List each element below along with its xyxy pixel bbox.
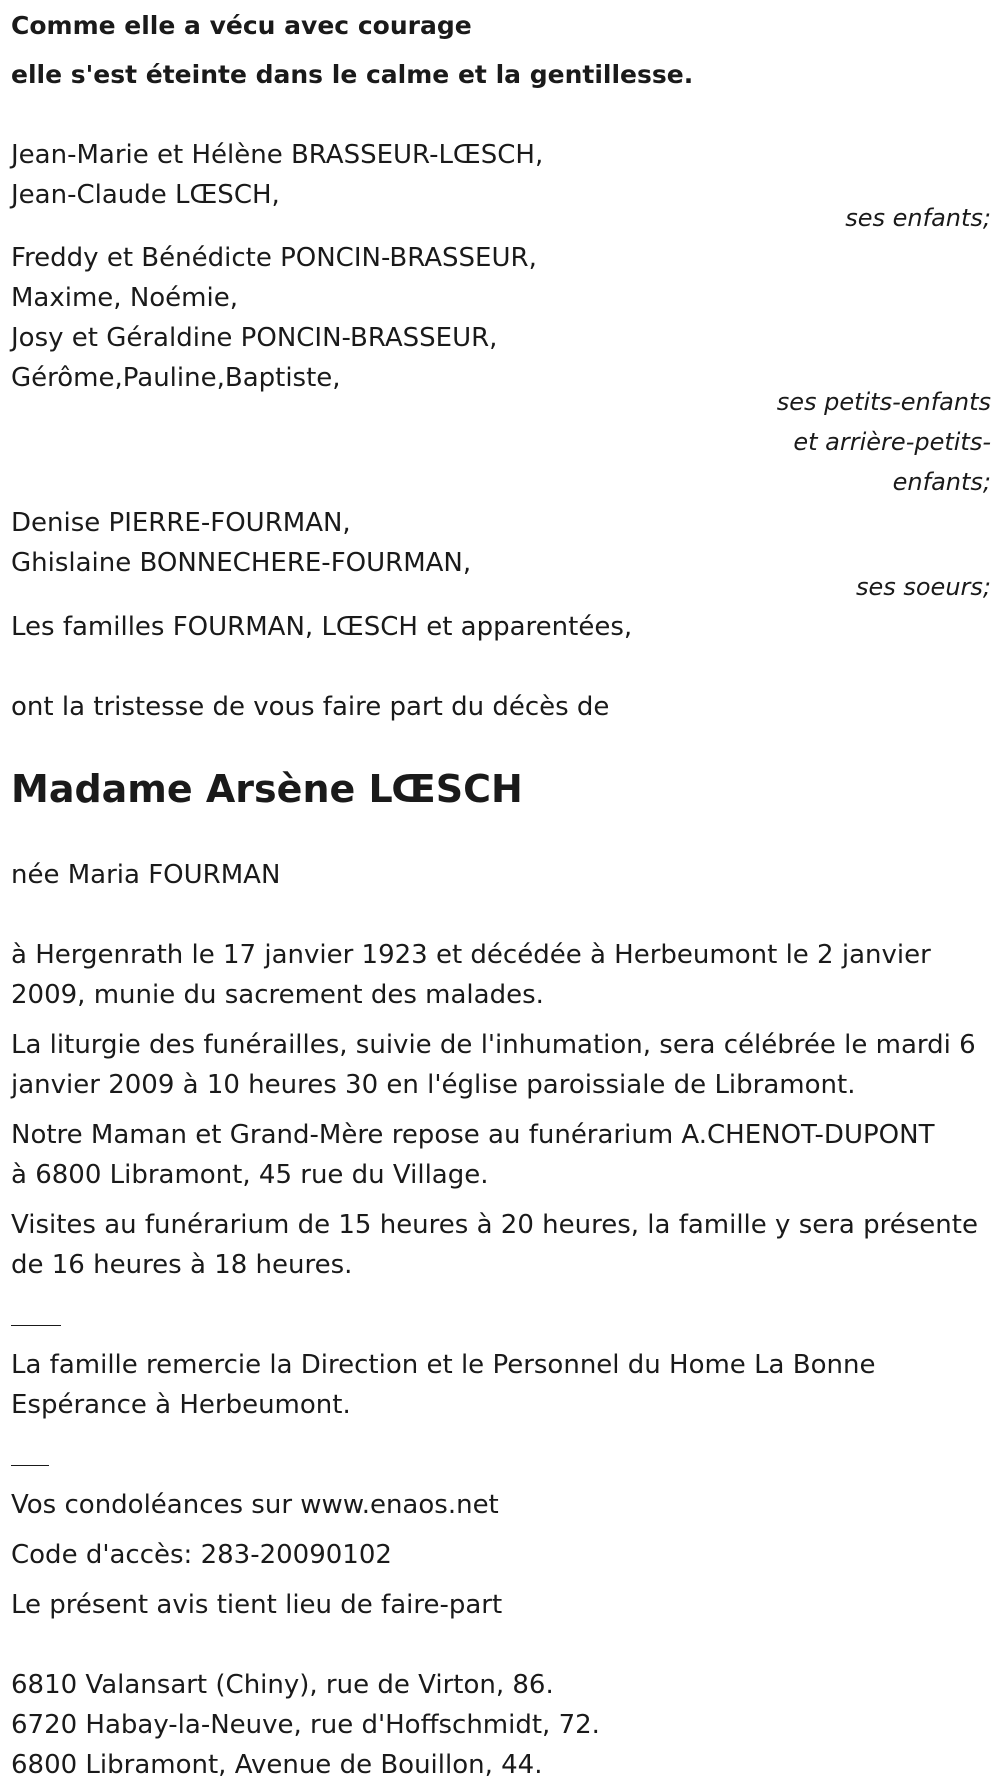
birth-death-line: à Hergenrath le 17 janvier 1923 et décédée à Herbeumont le 2 janvier (11, 940, 931, 970)
announcement: ont la tristesse de vous faire part du décès de (11, 692, 610, 722)
liturgy-line: janvier 2009 à 10 heures 30 en l'église paroissiale de Libramont. (11, 1070, 856, 1100)
visits-line: de 16 heures à 18 heures. (11, 1250, 353, 1280)
address-line: 6810 Valansart (Chiny), rue de Virton, 86. (11, 1670, 554, 1700)
grandchild-name: Josy et Géraldine PONCIN-BRASSEUR, (11, 323, 498, 353)
grandchild-name: Gérôme,Pauline,Baptiste, (11, 363, 341, 393)
grandchild-name: Maxime, Noémie, (11, 283, 238, 313)
child-name: Jean-Marie et Hélène BRASSEUR-LŒSCH, (11, 140, 544, 170)
grandchildren-role-line: enfants; (892, 468, 991, 496)
child-name: Jean-Claude LŒSCH, (11, 180, 280, 210)
epitaph-line-2: elle s'est éteinte dans le calme et la gentillesse. (11, 60, 694, 89)
address-line: 6800 Libramont, Avenue de Bouillon, 44. (11, 1750, 543, 1780)
sister-name: Ghislaine BONNECHERE-FOURMAN, (11, 548, 472, 578)
access-code-line: Code d'accès: 283-20090102 (11, 1540, 392, 1570)
children-role: ses enfants; (845, 204, 991, 232)
funeral-home-line: Notre Maman et Grand-Mère repose au funérarium A.CHENOT-DUPONT (11, 1120, 935, 1150)
grandchildren-role-line: ses petits-enfants (776, 388, 991, 416)
separator (11, 1465, 49, 1466)
grandchild-name: Freddy et Bénédicte PONCIN-BRASSEUR, (11, 243, 537, 273)
birth-death-line: 2009, munie du sacrement des malades. (11, 980, 544, 1010)
separator (11, 1325, 61, 1326)
funeral-home-line: à 6800 Libramont, 45 rue du Village. (11, 1160, 489, 1190)
deceased-name: Madame Arsène LŒSCH (11, 767, 523, 811)
epitaph-line-1: Comme elle a vécu avec courage (11, 11, 472, 40)
thanks-line: Espérance à Herbeumont. (11, 1390, 351, 1420)
address-line: 6720 Habay-la-Neuve, rue d'Hoffschmidt, 72. (11, 1710, 600, 1740)
condolences-line: Vos condoléances sur www.enaos.net (11, 1490, 499, 1520)
sisters-role: ses soeurs; (855, 573, 991, 601)
liturgy-line: La liturgie des funérailles, suivie de l'inhumation, sera célébrée le mardi 6 (11, 1030, 976, 1060)
grandchildren-role-line: et arrière-petits- (793, 428, 991, 456)
visits-line: Visites au funérarium de 15 heures à 20 heures, la famille y sera présente (11, 1210, 978, 1240)
maiden-name: née Maria FOURMAN (11, 860, 281, 890)
families-line: Les familles FOURMAN, LŒSCH et apparentées, (11, 612, 633, 642)
notice-line: Le présent avis tient lieu de faire-part (11, 1590, 503, 1620)
sister-name: Denise PIERRE-FOURMAN, (11, 508, 351, 538)
thanks-line: La famille remercie la Direction et le Personnel du Home La Bonne (11, 1350, 876, 1380)
